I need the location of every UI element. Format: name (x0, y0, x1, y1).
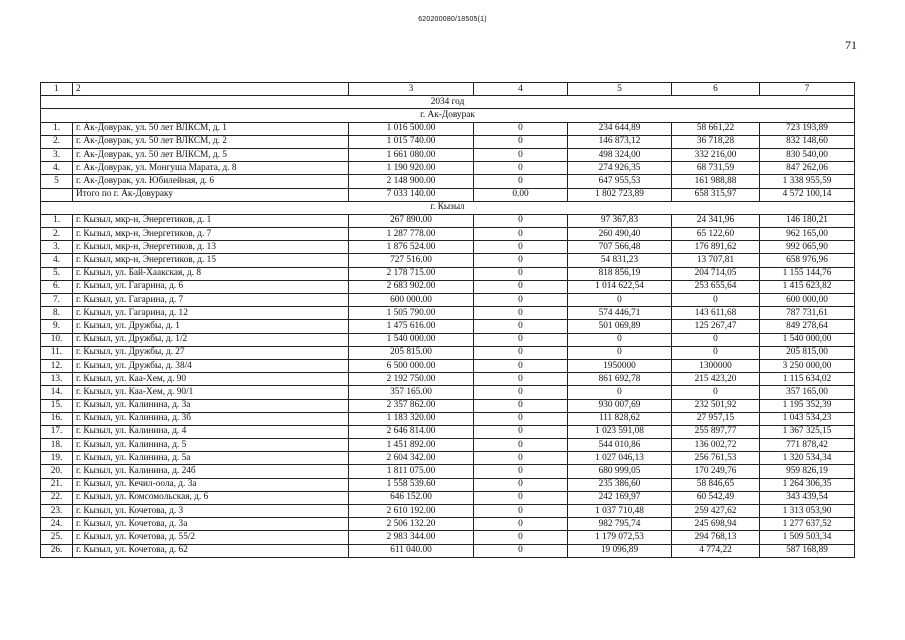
table-cell: 1 183 320.00 (349, 412, 474, 425)
table-cell: 15. (41, 399, 73, 412)
table-cell: г. Кызыл, ул. Дружбы, д. 1 (73, 320, 349, 333)
table-cell: 0 (474, 280, 568, 293)
table-cell: 930 007,69 (568, 399, 672, 412)
table-cell: 0 (474, 518, 568, 531)
table-cell: 0 (474, 373, 568, 386)
table-cell: 1 540 000.00 (349, 333, 474, 346)
table-cell: г. Кызыл, ул. Гагарина, д. 12 (73, 307, 349, 320)
table-cell: г. Кызыл, ул. Комсомольская, д. 6 (73, 491, 349, 504)
table-cell: 0.00 (474, 188, 568, 201)
table-row (41, 346, 855, 359)
group-heading-label: г. Ак-Довурак (41, 109, 855, 122)
table-cell: 259 427,62 (672, 505, 760, 518)
table-cell: 23. (41, 505, 73, 518)
table-cell: 2 610 192.00 (349, 505, 474, 518)
table-cell: 1 475 616.00 (349, 320, 474, 333)
table-cell: 1 023 591,08 (568, 425, 672, 438)
table-cell: 962 165,00 (760, 228, 855, 241)
table-row (41, 162, 855, 175)
table-cell: 21. (41, 478, 73, 491)
table-row (41, 412, 855, 425)
table-row (41, 399, 855, 412)
table-cell: 680 999,05 (568, 465, 672, 478)
table-cell: 20. (41, 465, 73, 478)
table-cell: г. Кызыл, ул. Кочетова, д. 3а (73, 518, 349, 531)
table-cell: 13. (41, 373, 73, 386)
table-cell: 0 (568, 294, 672, 307)
table-cell: 11. (41, 346, 73, 359)
table-cell: 6 500 000.00 (349, 359, 474, 372)
table-cell: 1 027 046,13 (568, 452, 672, 465)
table-cell: 97 367,83 (568, 214, 672, 227)
table-cell: 847 262,06 (760, 162, 855, 175)
table-cell: 1 558 539.60 (349, 478, 474, 491)
table-cell: 332 216,00 (672, 148, 760, 161)
table-cell: 1 415 623,82 (760, 280, 855, 293)
table-cell: 832 148,60 (760, 135, 855, 148)
table-row (41, 148, 855, 161)
table-cell: 232 501,92 (672, 399, 760, 412)
table-cell: 2. (41, 135, 73, 148)
table-cell: 587 168,89 (760, 544, 855, 557)
table-cell: 19 096,89 (568, 544, 672, 557)
table-row (41, 452, 855, 465)
table-cell: 242 169,97 (568, 491, 672, 504)
table-cell: г. Кызыл, ул. Гагарина, д. 6 (73, 280, 349, 293)
table-cell: 0 (474, 307, 568, 320)
table-cell: 260 490,40 (568, 228, 672, 241)
table-cell: г. Кызыл, ул. Кочетова, д. 55/2 (73, 531, 349, 544)
table-cell: 3. (41, 148, 73, 161)
table-cell: 1. (41, 122, 73, 135)
table-cell: 1 037 710,48 (568, 505, 672, 518)
table-cell: 54 831,23 (568, 254, 672, 267)
table-cell: 255 897,77 (672, 425, 760, 438)
table-cell: 2. (41, 228, 73, 241)
table-cell: 787 731,61 (760, 307, 855, 320)
table-row (41, 175, 855, 188)
table-cell: 1. (41, 214, 73, 227)
table-cell: 0 (474, 228, 568, 241)
table-cell: 992 065,90 (760, 241, 855, 254)
table-cell: 0 (568, 333, 672, 346)
table-cell: 4 572 100,14 (760, 188, 855, 201)
table-cell: 204 714,05 (672, 267, 760, 280)
table-cell: 143 611,68 (672, 307, 760, 320)
table-cell: 5 (41, 175, 73, 188)
table-cell: 6 (672, 83, 760, 96)
group-heading-label: г. Кызыл (41, 201, 855, 214)
table-cell: 27 957,15 (672, 412, 760, 425)
data-table (40, 82, 855, 558)
table-cell: 146 873,12 (568, 135, 672, 148)
table-cell: 24 341,96 (672, 214, 760, 227)
table-cell: 982 795,74 (568, 518, 672, 531)
table-cell: 253 655,64 (672, 280, 760, 293)
table-cell: 1 509 503,34 (760, 531, 855, 544)
table-cell: 1 014 622,54 (568, 280, 672, 293)
table-cell: 0 (474, 175, 568, 188)
table-cell: 60 542,49 (672, 491, 760, 504)
table-cell: Итого по г. Ак-Довураку (73, 188, 349, 201)
table-cell: г. Кызыл, ул. Дружбы, д. 1/2 (73, 333, 349, 346)
table-cell: 0 (474, 491, 568, 504)
table-cell: 0 (672, 333, 760, 346)
table-cell: 25. (41, 531, 73, 544)
table-cell: 0 (474, 333, 568, 346)
table-cell: г. Кызыл, ул. Дружбы, д. 27 (73, 346, 349, 359)
table-cell: г. Кызыл, ул. Кечил-оола, д. 3а (73, 478, 349, 491)
table-cell: 0 (474, 359, 568, 372)
table-cell: 14. (41, 386, 73, 399)
table-cell: 611 040.00 (349, 544, 474, 557)
table-cell: 1 320 534,34 (760, 452, 855, 465)
table-cell: 2 357 862.00 (349, 399, 474, 412)
table-cell: 0 (474, 452, 568, 465)
table-cell: 1 016 500.00 (349, 122, 474, 135)
table-cell: 2 192 750.00 (349, 373, 474, 386)
table-row (41, 465, 855, 478)
table-cell: 245 698,94 (672, 518, 760, 531)
table-cell: 1 540 000,00 (760, 333, 855, 346)
table-row (41, 135, 855, 148)
table-cell: 959 826,19 (760, 465, 855, 478)
table-cell: 1 115 634,02 (760, 373, 855, 386)
table-cell: 125 267,47 (672, 320, 760, 333)
table-cell: 600 000,00 (760, 294, 855, 307)
table-cell: 3. (41, 241, 73, 254)
table-row (41, 320, 855, 333)
table-cell: 3 250 000,00 (760, 359, 855, 372)
table-cell: 215 423,20 (672, 373, 760, 386)
table-cell: 4. (41, 162, 73, 175)
table-row (41, 518, 855, 531)
table-cell: 0 (474, 465, 568, 478)
table-cell: 58 661,22 (672, 122, 760, 135)
table-cell: 205 815,00 (760, 346, 855, 359)
table-cell: г. Кызыл, ул. Кочетова, д. 3 (73, 505, 349, 518)
table-cell: г. Ак-Довурак, ул. 50 лет ВЛКСМ, д. 1 (73, 122, 349, 135)
table-cell: 1 802 723,89 (568, 188, 672, 201)
table-cell: 5 (568, 83, 672, 96)
table-cell: 4 774,22 (672, 544, 760, 557)
table-cell: г. Ак-Довурак, ул. 50 лет ВЛКСМ, д. 2 (73, 135, 349, 148)
table-cell: 0 (474, 505, 568, 518)
table-cell: г. Кызыл, мкр-н, Энергетиков, д. 15 (73, 254, 349, 267)
table-cell: 0 (474, 294, 568, 307)
table-cell: 2 604 342.00 (349, 452, 474, 465)
table-row (41, 373, 855, 386)
table-cell: 0 (474, 135, 568, 148)
table-cell: 1 876 524.00 (349, 241, 474, 254)
table-cell: 16. (41, 412, 73, 425)
table-cell: 647 955,53 (568, 175, 672, 188)
table-row (41, 307, 855, 320)
table-row (41, 359, 855, 372)
table-cell: 0 (474, 267, 568, 280)
table-cell: 3 (349, 83, 474, 96)
table-cell: 1 264 306,35 (760, 478, 855, 491)
table-cell: 357 165,00 (760, 386, 855, 399)
table-cell: 176 891,62 (672, 241, 760, 254)
table-cell: г. Кызыл, ул. Калинина, д. 3а (73, 399, 349, 412)
table-cell: 19. (41, 452, 73, 465)
table-cell: 0 (474, 412, 568, 425)
table-row (41, 294, 855, 307)
table-cell: 0 (672, 386, 760, 399)
table-cell (41, 188, 73, 201)
table-cell: г. Кызыл, ул. Калинина, д. 24б (73, 465, 349, 478)
table-cell: 13 707,81 (672, 254, 760, 267)
table-row (41, 478, 855, 491)
table-cell: 498 324,00 (568, 148, 672, 161)
table-cell: 544 010,86 (568, 439, 672, 452)
table-cell: г. Ак-Довурак, ул. Монгуша Марата, д. 8 (73, 162, 349, 175)
table-cell: 861 692,78 (568, 373, 672, 386)
table-cell: 0 (474, 148, 568, 161)
table-cell: г. Кызыл, ул. Кочетова, д. 62 (73, 544, 349, 557)
table-cell: 818 856,19 (568, 267, 672, 280)
year-heading-label: 2034 год (41, 96, 855, 109)
table-cell: 22. (41, 491, 73, 504)
table-cell: 1 179 072,53 (568, 531, 672, 544)
table-cell: 6. (41, 280, 73, 293)
table-cell: г. Кызыл, ул. Калинина, д. 3б (73, 412, 349, 425)
table-cell: 727 516.00 (349, 254, 474, 267)
table-cell: 0 (474, 214, 568, 227)
table-cell: г. Кызыл, мкр-н, Энергетиков, д. 1 (73, 214, 349, 227)
table-cell: 24. (41, 518, 73, 531)
table-row (41, 491, 855, 504)
table-cell: 2 506 132.20 (349, 518, 474, 531)
table-cell: 658 315,97 (672, 188, 760, 201)
table-cell: г. Кызыл, ул. Калинина, д. 5а (73, 452, 349, 465)
table-cell: 0 (474, 346, 568, 359)
table-cell: 1 043 534,23 (760, 412, 855, 425)
table-cell: 1 661 080.00 (349, 148, 474, 161)
table-cell: 2 148 900.00 (349, 175, 474, 188)
table-cell: 723 193,89 (760, 122, 855, 135)
table-cell: 136 002,72 (672, 439, 760, 452)
table-cell: г. Ак-Довурак, ул. Юбилейная, д. 6 (73, 175, 349, 188)
table-row (41, 122, 855, 135)
table-row (41, 333, 855, 346)
table-cell: 1300000 (672, 359, 760, 372)
table-cell: 1 313 053,90 (760, 505, 855, 518)
table-cell: 111 828,62 (568, 412, 672, 425)
group-heading (41, 109, 855, 122)
table-cell: 0 (474, 320, 568, 333)
table-cell: 8. (41, 307, 73, 320)
table-cell: 1 190 920.00 (349, 162, 474, 175)
table-cell: 0 (672, 346, 760, 359)
table-cell: 7 (760, 83, 855, 96)
table-cell: 9. (41, 320, 73, 333)
table-cell: 1 338 955,59 (760, 175, 855, 188)
column-number-row (41, 83, 855, 96)
table-cell: 161 988,88 (672, 175, 760, 188)
table-cell: 267 890.00 (349, 214, 474, 227)
table-row (41, 439, 855, 452)
table-cell: 0 (474, 531, 568, 544)
table-cell: г. Кызыл, ул. Калинина, д. 5 (73, 439, 349, 452)
table-cell: 65 122,60 (672, 228, 760, 241)
table-cell: 146 180,21 (760, 214, 855, 227)
table-cell: 294 768,13 (672, 531, 760, 544)
table-cell: г. Ак-Довурак, ул. 50 лет ВЛКСМ, д. 5 (73, 148, 349, 161)
table-cell: 0 (474, 425, 568, 438)
table-cell: г. Кызыл, ул. Калинина, д. 4 (73, 425, 349, 438)
table-cell: 771 878,42 (760, 439, 855, 452)
table-cell: г. Кызыл, мкр-н, Энергетиков, д. 13 (73, 241, 349, 254)
table-cell: 58 846,65 (672, 478, 760, 491)
table-cell: 0 (474, 439, 568, 452)
table-cell: 1 287 778.00 (349, 228, 474, 241)
table-cell: 0 (672, 294, 760, 307)
table-cell: г. Кызыл, ул. Гагарина, д. 7 (73, 294, 349, 307)
table-cell: 658 976,96 (760, 254, 855, 267)
table-row (41, 531, 855, 544)
table-cell: 707 566,48 (568, 241, 672, 254)
table-cell: 205 815.00 (349, 346, 474, 359)
table-cell: 2 983 344.00 (349, 531, 474, 544)
table-cell: 7 033 140.00 (349, 188, 474, 201)
table-cell: 830 540,00 (760, 148, 855, 161)
table-cell: 0 (568, 346, 672, 359)
table-cell: 12. (41, 359, 73, 372)
table-cell: 1 195 352,39 (760, 399, 855, 412)
table-cell: г. Кызыл, ул. Дружбы, д. 38/4 (73, 359, 349, 372)
table-cell: 0 (474, 386, 568, 399)
table-row (41, 544, 855, 557)
table-cell: 235 386,60 (568, 478, 672, 491)
table-cell: 17. (41, 425, 73, 438)
table-cell: 10. (41, 333, 73, 346)
table-cell: 2 178 715.00 (349, 267, 474, 280)
table-cell: 2 (73, 83, 349, 96)
table-cell: 0 (474, 254, 568, 267)
table-cell: 256 761,53 (672, 452, 760, 465)
table-row (41, 425, 855, 438)
table-cell: 1 277 637,52 (760, 518, 855, 531)
table-cell: 4. (41, 254, 73, 267)
table-row (41, 267, 855, 280)
table-cell: 1 505 790.00 (349, 307, 474, 320)
table-cell: 1950000 (568, 359, 672, 372)
table-cell: 0 (474, 162, 568, 175)
document-id: 620200080/18505(1) (418, 16, 487, 23)
table-cell: г. Кызыл, мкр-н, Энергетиков, д. 7 (73, 228, 349, 241)
table-cell: 574 446,71 (568, 307, 672, 320)
table-cell: 849 278,64 (760, 320, 855, 333)
table-cell: 26. (41, 544, 73, 557)
table-cell: 234 644,89 (568, 122, 672, 135)
table-cell: 0 (474, 399, 568, 412)
table-cell: 501 069,89 (568, 320, 672, 333)
table-cell: г. Кызыл, ул. Каа-Хем, д. 90/1 (73, 386, 349, 399)
table-row (41, 254, 855, 267)
table-cell: 646 152.00 (349, 491, 474, 504)
table-cell: 5. (41, 267, 73, 280)
table-cell: 357 165.00 (349, 386, 474, 399)
table-row (41, 386, 855, 399)
table-cell: г. Кызыл, ул. Бай-Хаакская, д. 8 (73, 267, 349, 280)
total-row (41, 188, 855, 201)
table-cell: 0 (474, 544, 568, 557)
table-cell: 0 (568, 386, 672, 399)
table-cell: 1 367 325,15 (760, 425, 855, 438)
table-row (41, 228, 855, 241)
table-cell: 1 811 075.00 (349, 465, 474, 478)
table-cell: 0 (474, 478, 568, 491)
table-cell: 0 (474, 122, 568, 135)
table-cell: 18. (41, 439, 73, 452)
group-heading (41, 201, 855, 214)
table-cell: 1 451 892.00 (349, 439, 474, 452)
table-row (41, 241, 855, 254)
table-cell: 1 015 740.00 (349, 135, 474, 148)
table-cell: 4 (474, 83, 568, 96)
table-cell: 170 249,76 (672, 465, 760, 478)
table-cell: 7. (41, 294, 73, 307)
table-row (41, 505, 855, 518)
table-cell: 68 731,59 (672, 162, 760, 175)
table-cell: 274 926,35 (568, 162, 672, 175)
table-cell: 2 683 902.00 (349, 280, 474, 293)
table-cell: 36 718,28 (672, 135, 760, 148)
year-heading (41, 96, 855, 109)
table-cell: 600 000.00 (349, 294, 474, 307)
page-number: 71 (845, 38, 857, 52)
table-cell: 0 (474, 241, 568, 254)
table-cell: 1 155 144,76 (760, 267, 855, 280)
table-cell: г. Кызыл, ул. Каа-Хем, д. 90 (73, 373, 349, 386)
table-row (41, 214, 855, 227)
table-cell: 1 (41, 83, 73, 96)
table-cell: 2 646 814.00 (349, 425, 474, 438)
table-row (41, 280, 855, 293)
table-cell: 343 439,54 (760, 491, 855, 504)
